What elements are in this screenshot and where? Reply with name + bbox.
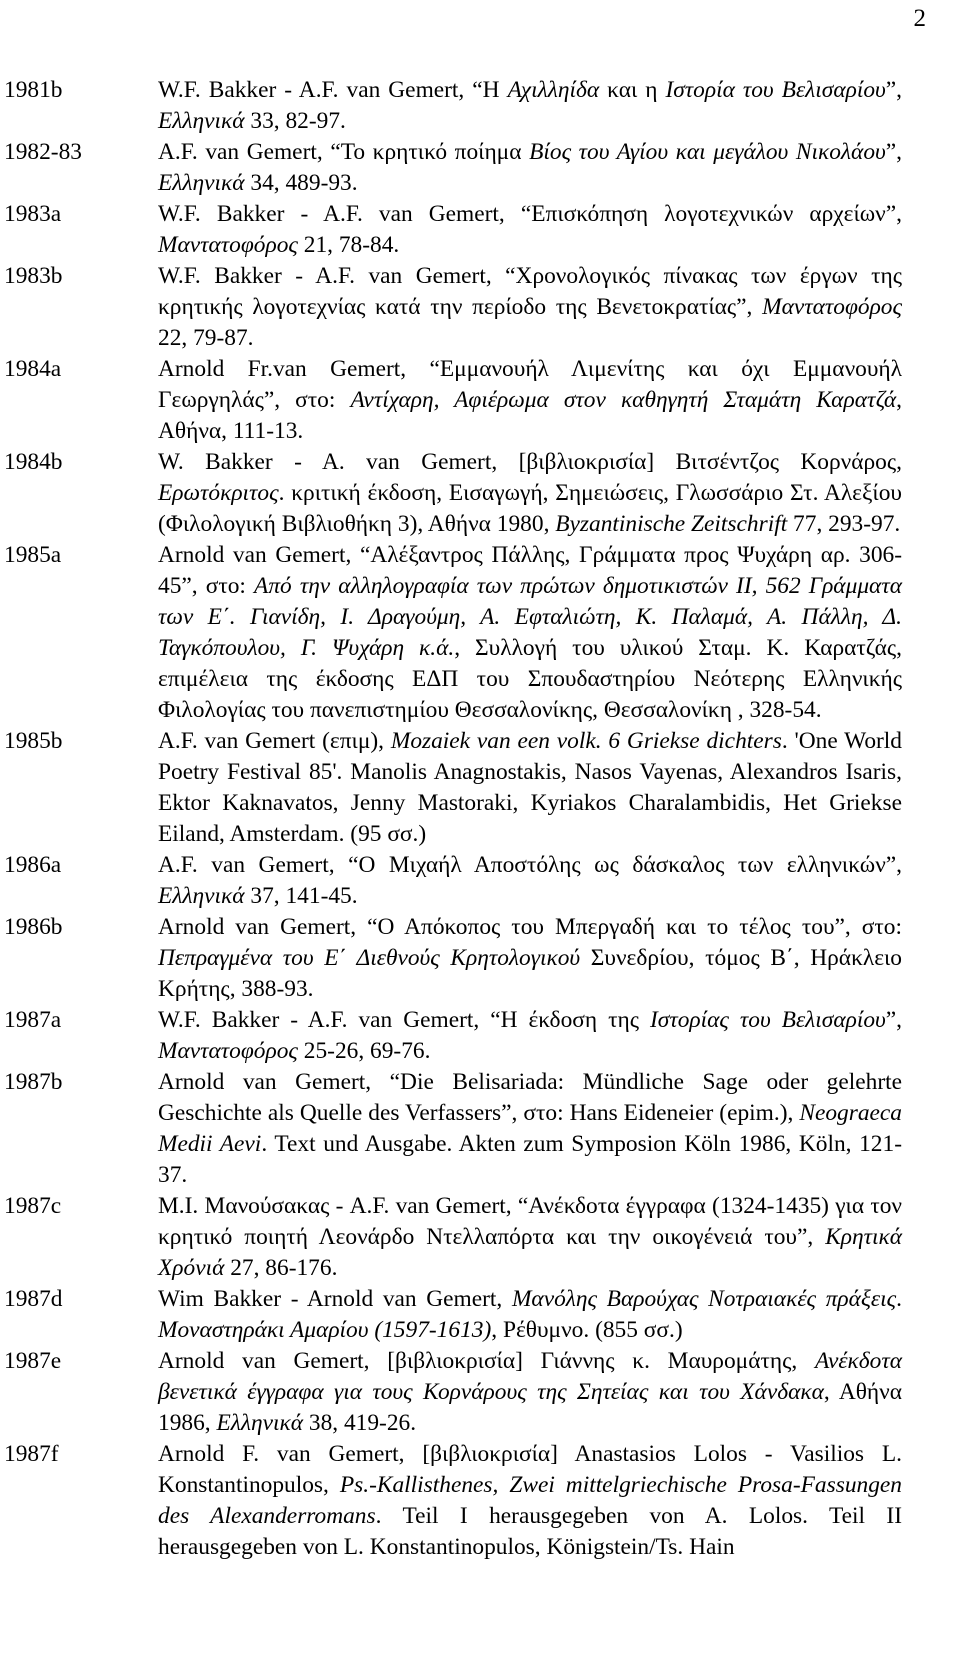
citation-text: 25-26, 69-76. bbox=[297, 1038, 431, 1064]
page-number: 2 bbox=[913, 5, 926, 32]
bibliography-entry bbox=[0, 75, 960, 137]
entry-year: 1986a bbox=[4, 852, 62, 878]
citation-italic-text: Αχιλληίδα bbox=[507, 77, 600, 103]
entry-citation bbox=[158, 137, 902, 199]
bibliography-entry bbox=[0, 1191, 960, 1284]
entry-year: 1986b bbox=[4, 914, 63, 940]
citation-text: 38, 419-26. bbox=[303, 1410, 417, 1436]
citation-italic-text: Πεπραγμένα του Ε΄ Διεθνούς Κρητολογικού bbox=[158, 945, 581, 971]
citation-italic-text: Ελληνικά bbox=[216, 1410, 304, 1436]
bibliography-entry bbox=[0, 1067, 960, 1191]
citation-text: Arnold van Gemert, “Αλέξαντρος Πάλλης, Γράμματα προς Ψυχάρη αρ. 306-45”, στο: bbox=[158, 542, 902, 599]
entry-citation bbox=[158, 1191, 902, 1284]
citation-text: 34, 489-93. bbox=[244, 170, 358, 196]
citation-italic-text: Κρητικά Χρόνιά bbox=[158, 1224, 902, 1281]
entry-year: 1984b bbox=[4, 449, 63, 475]
bibliography-entry bbox=[0, 726, 960, 850]
citation-text: Arnold Fr.van Gemert, “Εμμανουήλ Λιμενίτης και όχι Εμμανουήλ Γεωργηλάς”, στο: bbox=[158, 356, 902, 413]
citation-text: ”, bbox=[885, 139, 903, 165]
entry-year: 1983a bbox=[4, 201, 62, 227]
entry-citation bbox=[158, 261, 902, 354]
citation-text: . κριτική έκδοση, Εισαγωγή, Σημειώσεις, Γλωσσάριο Στ. Αλεξίου (Φιλολογική Βιβλιοθήκη 3), Αθήνα 1980, bbox=[158, 480, 902, 537]
citation-italic-text: Μοναστηράκι Αμαρίου (1597-1613) bbox=[158, 1317, 492, 1343]
entry-citation bbox=[158, 1067, 902, 1191]
citation-text: A.F. van Gemert (επιμ), bbox=[158, 728, 391, 754]
bibliography-entry bbox=[0, 540, 960, 726]
citation-text: 33, 82-97. bbox=[244, 108, 346, 134]
entry-year: 1985b bbox=[4, 728, 63, 754]
entry-year: 1987d bbox=[4, 1286, 63, 1312]
citation-text: W.F. Bakker - A.F. van Gemert, “Η bbox=[158, 77, 508, 103]
citation-text: . Text und Ausgabe. Akten zum Symposion Köln 1986, Köln, 121-37. bbox=[158, 1131, 902, 1188]
entry-year: 1985a bbox=[4, 542, 62, 568]
citation-italic-text: Byzantinische Zeitschrift bbox=[555, 511, 788, 537]
bibliography-entry bbox=[0, 261, 960, 354]
entry-citation bbox=[158, 75, 902, 137]
citation-text: A.F. van Gemert, “Ο Μιχαήλ Αποστόλης ως δάσκαλος των ελληνικών”, bbox=[158, 852, 902, 878]
citation-italic-text: Ιστορίας του Βελισαρίου bbox=[650, 1007, 886, 1033]
citation-text: , Αθήνα 1986, bbox=[158, 1379, 902, 1436]
bibliography-entry bbox=[0, 1439, 960, 1563]
entry-citation bbox=[158, 1284, 902, 1346]
entry-citation bbox=[158, 1346, 902, 1439]
citation-italic-text: Neograeca Medii Aevi bbox=[158, 1100, 902, 1157]
entry-year: 1987c bbox=[4, 1193, 62, 1219]
entry-citation bbox=[158, 1005, 902, 1067]
citation-text: ”, bbox=[885, 1007, 903, 1033]
entry-year: 1987a bbox=[4, 1007, 62, 1033]
citation-text: . Teil I herausgegeben von A. Lolos. Teil II herausgegeben von L. Konstantinopulos, Königstein/Ts. Hain bbox=[158, 1503, 902, 1560]
citation-text: ”, bbox=[885, 77, 903, 103]
citation-italic-text: Mozaiek van een volk. 6 Griekse dichters bbox=[390, 728, 782, 754]
entry-citation bbox=[158, 1439, 902, 1563]
entry-citation bbox=[158, 540, 902, 726]
bibliography-entry bbox=[0, 354, 960, 447]
citation-text: 22, 79-87. bbox=[158, 325, 254, 351]
citation-text: 37, 141-45. bbox=[244, 883, 358, 909]
citation-text: M.I. Μανούσακας - A.F. van Gemert, “Ανέκδοτα έγγραφα (1324-1435) για τον κρητικό ποιητή Λεονάρδο Ντελλαπόρτα και την οικογένειά του”, bbox=[158, 1193, 902, 1250]
entry-year: 1983b bbox=[4, 263, 63, 289]
bibliography-entry bbox=[0, 1346, 960, 1439]
entry-citation bbox=[158, 912, 902, 1005]
citation-italic-text: Αντίχαρη, Αφιέρωμα στον καθηγητή Σταμάτη Καρατζά bbox=[350, 387, 897, 413]
citation-text: Συνεδρίου, τόμος Β΄, Ηράκλειο Κρήτης, 388-93. bbox=[158, 945, 903, 1002]
citation-italic-text: Ps.-Kallisthenes, Zwei mittelgriechische Prosa-Fassungen des Alexanderromans bbox=[158, 1472, 903, 1529]
citation-italic-text: Ελληνικά bbox=[158, 883, 245, 909]
citation-text: W.F. Bakker - A.F. van Gemert, “Χρονολογικός πίνακας των έργων της κρητικής λογοτεχνίας κατά την περίοδο της Βενετοκρατίας”, bbox=[158, 263, 902, 320]
citation-text: W.F. Bakker - A.F. van Gemert, “Η έκδοση της bbox=[158, 1007, 650, 1033]
citation-italic-text: Ερωτόκριτος bbox=[158, 480, 279, 506]
citation-italic-text: Από την αλληλογραφία των πρώτων δημοτικιστών ΙΙ, 562 Γράμματα των Ε΄. Γιανίδη, Ι. Δραγούμη, Α. Εφταλιώτη, Κ. Παλαμά, Α. Πάλλη, Δ. Ταγκόπουλου, Γ. Ψυχάρη κ.ά. bbox=[158, 573, 902, 661]
citation-text: Arnold van Gemert, “Die Belisariada: Mündliche Sage oder gelehrte Geschichte als Quelle des Verfassers”, στο: Hans Eideneier (epim.), bbox=[158, 1069, 902, 1126]
citation-italic-text: Βίος του Αγίου και μεγάλου Νικολάου bbox=[529, 139, 886, 165]
citation-italic-text: Ιστορία του Βελισαρίου bbox=[665, 77, 886, 103]
citation-text: , Αθήνα, 111-13. bbox=[158, 387, 902, 444]
entry-year: 1987f bbox=[4, 1441, 59, 1467]
citation-text: Arnold van Gemert, “Ο Απόκοπος του Μπεργαδή και το τέλος του”, στο: bbox=[158, 914, 902, 940]
citation-italic-text: Ανέκδοτα βενετικά έγγραφα για τους Κορνάρους της Σητείας και του Χάνδακα bbox=[158, 1348, 902, 1405]
bibliography-entry bbox=[0, 199, 960, 261]
entry-year: 1984a bbox=[4, 356, 62, 382]
bibliography-entry bbox=[0, 1284, 960, 1346]
citation-text: , Ρέθυμνο. (855 σσ.) bbox=[491, 1317, 683, 1343]
citation-text: W. Bakker - A. van Gemert, [βιβλιοκρισία] Βιτσέντζος Κορνάρος, bbox=[158, 449, 902, 475]
citation-italic-text: Μαντατοφόρος bbox=[158, 1038, 298, 1064]
citation-text: 27, 86-176. bbox=[224, 1255, 338, 1281]
citation-italic-text: Ελληνικά bbox=[158, 170, 245, 196]
entry-citation bbox=[158, 726, 902, 850]
citation-text: Wim Bakker - Arnold van Gemert, bbox=[158, 1286, 512, 1312]
citation-italic-text: Μαντατοφόρος bbox=[158, 232, 298, 258]
entry-year: 1987b bbox=[4, 1069, 63, 1095]
entry-citation bbox=[158, 199, 902, 261]
bibliography-entry bbox=[0, 912, 960, 1005]
citation-italic-text: Ελληνικά bbox=[158, 108, 245, 134]
entry-year: 1981b bbox=[4, 77, 63, 103]
citation-text: Arnold F. van Gemert, [βιβλιοκρισία] Anastasios Lolos - Vasilios L. Konstantinopulos, bbox=[158, 1441, 902, 1498]
bibliography-entry bbox=[0, 850, 960, 912]
entry-year: 1982-83 bbox=[4, 139, 82, 165]
entry-citation bbox=[158, 354, 902, 447]
bibliography-entry bbox=[0, 447, 960, 540]
citation-text: . 'One World Poetry Festival 85'. Manolis Anagnostakis, Nasos Vayenas, Alexandros Isaris, Ektor Kaknavatos, Jenny Mastoraki, Kyriakos Charalambidis, Het Griekse Eiland, Amsterdam. (95 σσ.) bbox=[158, 728, 902, 847]
bibliography-entry bbox=[0, 1005, 960, 1067]
citation-text: . bbox=[896, 1286, 902, 1312]
citation-text: W.F. Bakker - A.F. van Gemert, “Επισκόπηση λογοτεχνικών αρχείων”, bbox=[158, 201, 902, 227]
citation-text: , Συλλογή του υλικού Σταμ. Κ. Καρατζάς, επιμέλεια της έκδοσης ΕΔΠ του Σπουδαστηρίου Νεότερης Ελληνικής Φιλολογίας του πανεπιστημίου Θεσσαλονίκης, Θεσσαλονίκη , 328-54. bbox=[158, 635, 902, 723]
bibliography-entry bbox=[0, 137, 960, 199]
entry-citation bbox=[158, 850, 902, 912]
citation-text: και η bbox=[599, 77, 666, 103]
citation-italic-text: Μανόλης Βαρούχας Νοτραιακές πράξεις bbox=[511, 1286, 897, 1312]
bibliography-list bbox=[0, 75, 960, 1563]
citation-text: Arnold van Gemert, [βιβλιοκρισία] Γιάννης κ. Μαυρομάτης, bbox=[158, 1348, 815, 1374]
entry-citation bbox=[158, 447, 902, 540]
entry-year: 1987e bbox=[4, 1348, 62, 1374]
citation-text: A.F. van Gemert, “Το κρητικό ποίημα bbox=[158, 139, 530, 165]
citation-text: 77, 293-97. bbox=[787, 511, 901, 537]
citation-text: 21, 78-84. bbox=[297, 232, 400, 258]
citation-italic-text: Μαντατοφόρος bbox=[762, 294, 902, 320]
